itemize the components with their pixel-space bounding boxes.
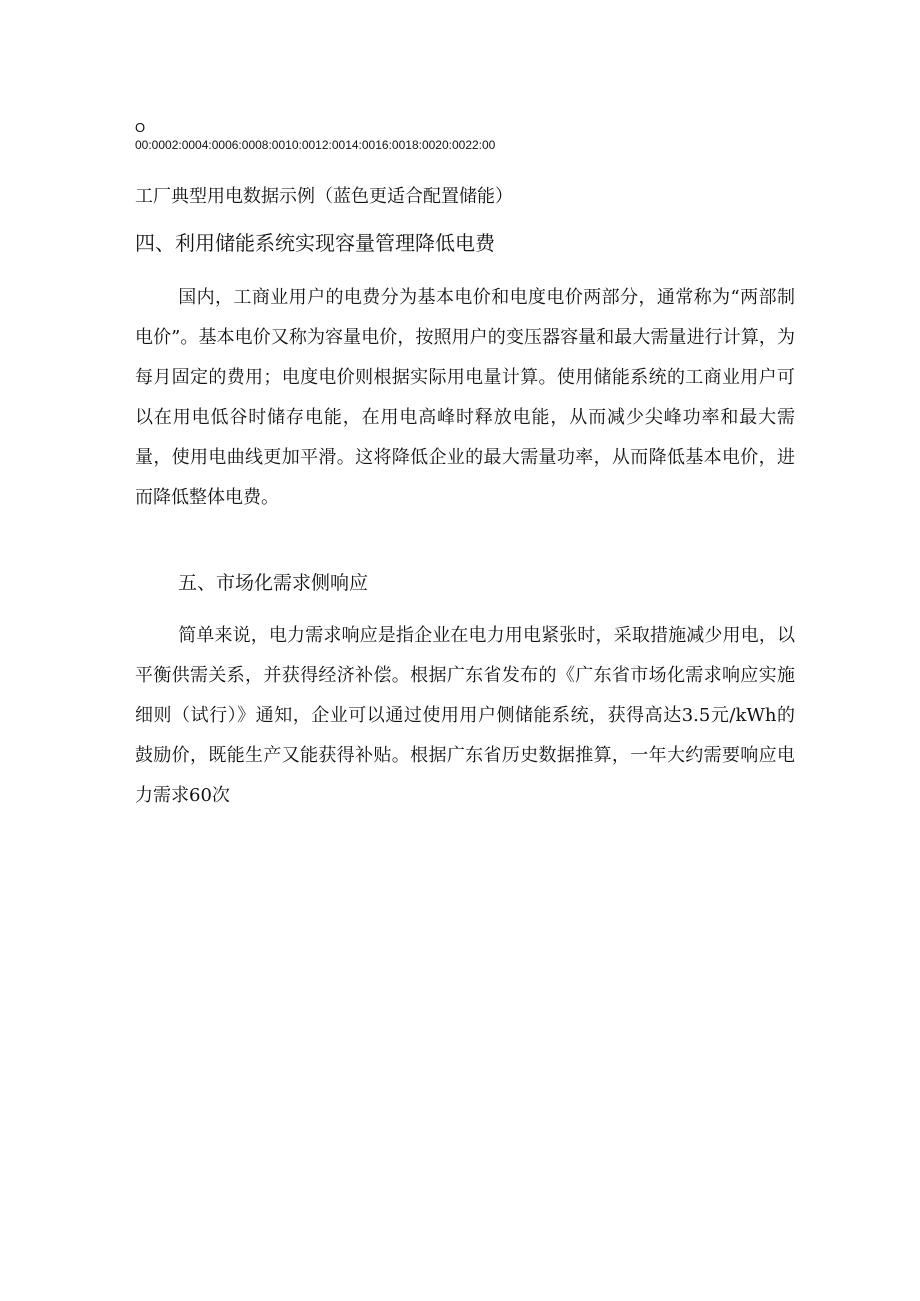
chart-axis-origin-label: O xyxy=(135,120,146,135)
section-4-heading: 四、利用储能系统实现容量管理降低电费 xyxy=(135,231,495,255)
section-4-paragraph: 国内，工商业用户的电费分为基本电价和电度电价两部分，通常称为“两部制电价”。基本电价又称为容量电价，按照用户的变压器容量和最大需量进行计算，为每月固定的费用；电度电价则根据实际用电量计算。使用储能系统的工商业用户可以在用电低谷时储存电能，在用电高峰时释放电能，从而减少尖峰功率和最大需量，使用电曲线更加平滑。这将降低企业的最大需量功率，从而降低基本电价，进而降低整体电费。 xyxy=(135,287,795,508)
section-5-heading: 五、市场化需求侧响应 xyxy=(178,572,369,594)
figure-caption: 工厂典型用电数据示例（蓝色更适合配置储能） xyxy=(135,186,513,207)
chart-x-axis-tick-labels: 00:0002:0004:0006:0008:0010:0012:0014:0016:0018:0020:0022:00 xyxy=(135,138,496,152)
section-5-paragraph: 简单来说，电力需求响应是指企业在电力用电紧张时，采取措施减少用电，以平衡供需关系，并获得经济补偿。根据广东省发布的《广东省市场化需求响应实施细则（试行）》通知，企业可以通过使用用户侧储能系统，获得高达3.5元/kWh的鼓励价，既能生产又能获得补贴。根据广东省历史数据推算，一年大约需要响应电力需求60次 xyxy=(135,625,795,806)
